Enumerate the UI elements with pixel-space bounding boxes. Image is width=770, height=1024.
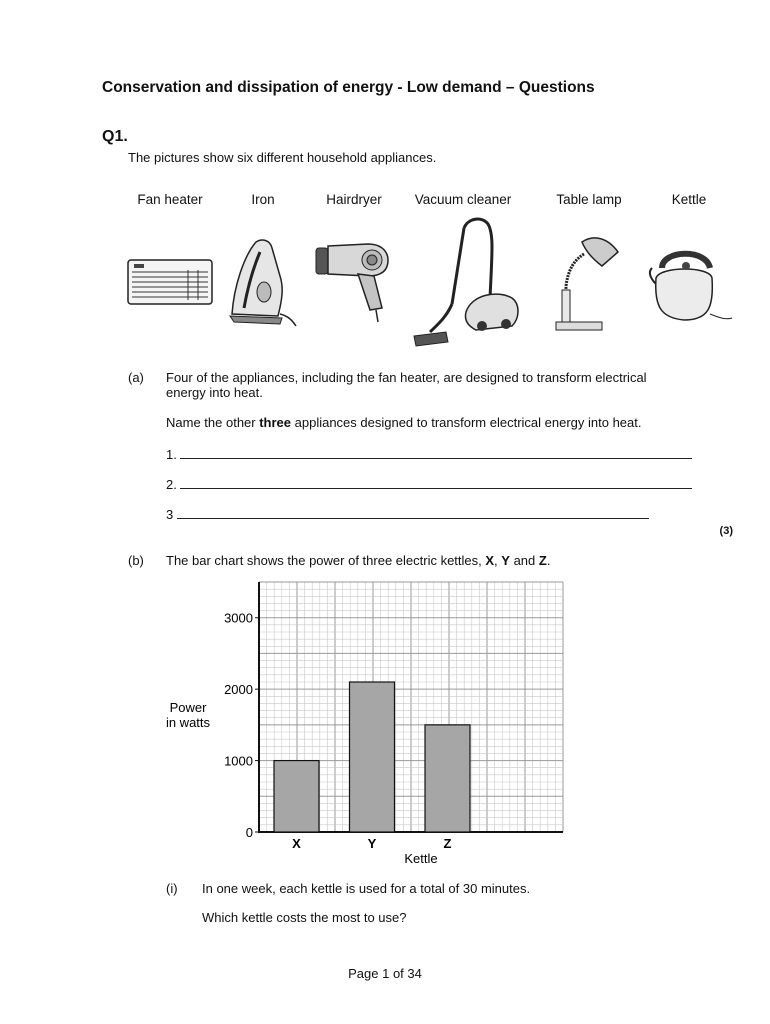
- question-intro: The pictures show six different household appliances.: [128, 150, 437, 165]
- y-tick-label: 3000: [224, 610, 253, 626]
- part-a-label: (a): [128, 370, 144, 385]
- appliance-label-kettle: Kettle: [671, 192, 707, 207]
- part-b-sep1: ,: [494, 553, 502, 568]
- y-tick-label: 0: [245, 825, 253, 840]
- answer-line-2[interactable]: [166, 476, 692, 492]
- bar-x: [274, 761, 319, 832]
- part-b-i-text: In one week, each kettle is used for a total of 30 minutes.: [202, 881, 531, 896]
- y-tick-label: 2000: [224, 682, 253, 698]
- part-a-prompt: [166, 415, 642, 430]
- part-a-text-line1: Four of the appliances, including the fan heater, are designed to transform electrical: [166, 370, 647, 385]
- y-axis-label-line1: Power: [169, 700, 207, 715]
- part-a-prompt-after: appliances designed to transform electrical energy into heat.: [291, 415, 642, 430]
- answer-blank-3[interactable]: [177, 506, 649, 519]
- appliance-label-fan-heater: Fan heater: [137, 192, 203, 207]
- part-b-i-question: Which kettle costs the most to use?: [202, 910, 407, 925]
- question-number: Q1.: [102, 128, 128, 145]
- y-tick-label: 1000: [224, 753, 253, 769]
- kettle-x-ref: X: [485, 553, 495, 568]
- category-label-x: X: [292, 836, 301, 851]
- part-a-prompt-bold: three: [259, 415, 292, 430]
- x-axis-label: Kettle: [404, 851, 438, 866]
- y-axis-label-line2: in watts: [165, 715, 211, 730]
- part-b-sep2: and: [509, 553, 539, 568]
- vacuum-cleaner-image: [406, 214, 522, 354]
- chart-bars: [274, 682, 470, 832]
- marks-badge: (3): [719, 525, 733, 537]
- answer-number-3: 3: [166, 507, 174, 522]
- power-bar-chart: [150, 580, 580, 872]
- iron-image: [226, 236, 302, 332]
- page-footer: Page 1 of 34: [348, 966, 422, 981]
- appliance-label-hairdryer: Hairdryer: [326, 192, 382, 207]
- part-b-text-end: .: [546, 553, 551, 568]
- part-a-prompt-before: Name the other: [166, 415, 260, 430]
- answer-number-2: 2.: [166, 477, 177, 492]
- appliance-label-table-lamp: Table lamp: [556, 192, 622, 207]
- page-title: Conservation and dissipation of energy - Low demand – Questions: [102, 79, 595, 96]
- answer-blank-1[interactable]: [180, 446, 692, 459]
- part-b-i-label: (i): [166, 881, 178, 896]
- table-lamp-image: [552, 230, 622, 336]
- part-b-text-before: The bar chart shows the power of three electric kettles,: [166, 553, 486, 568]
- part-a-text-line2: energy into heat.: [166, 385, 263, 400]
- appliance-label-vacuum-cleaner: Vacuum cleaner: [414, 192, 512, 207]
- answer-line-3[interactable]: [166, 506, 649, 522]
- bar-y: [350, 682, 395, 832]
- part-b-label: (b): [128, 553, 144, 568]
- kettle-z-ref: Z: [538, 553, 547, 568]
- category-label-y: Y: [367, 836, 377, 851]
- hairdryer-image: [312, 238, 394, 324]
- part-b-text: [166, 553, 550, 568]
- kettle-y-ref: Y: [501, 553, 510, 568]
- bar-z: [425, 725, 470, 832]
- answer-line-1[interactable]: [166, 446, 692, 462]
- category-label-z: Z: [443, 836, 452, 851]
- answer-number-1: 1.: [166, 447, 177, 462]
- appliance-label-iron: Iron: [251, 192, 275, 207]
- answer-blank-2[interactable]: [180, 476, 692, 489]
- kettle-image: [648, 238, 734, 328]
- fan-heater-image: [126, 256, 216, 308]
